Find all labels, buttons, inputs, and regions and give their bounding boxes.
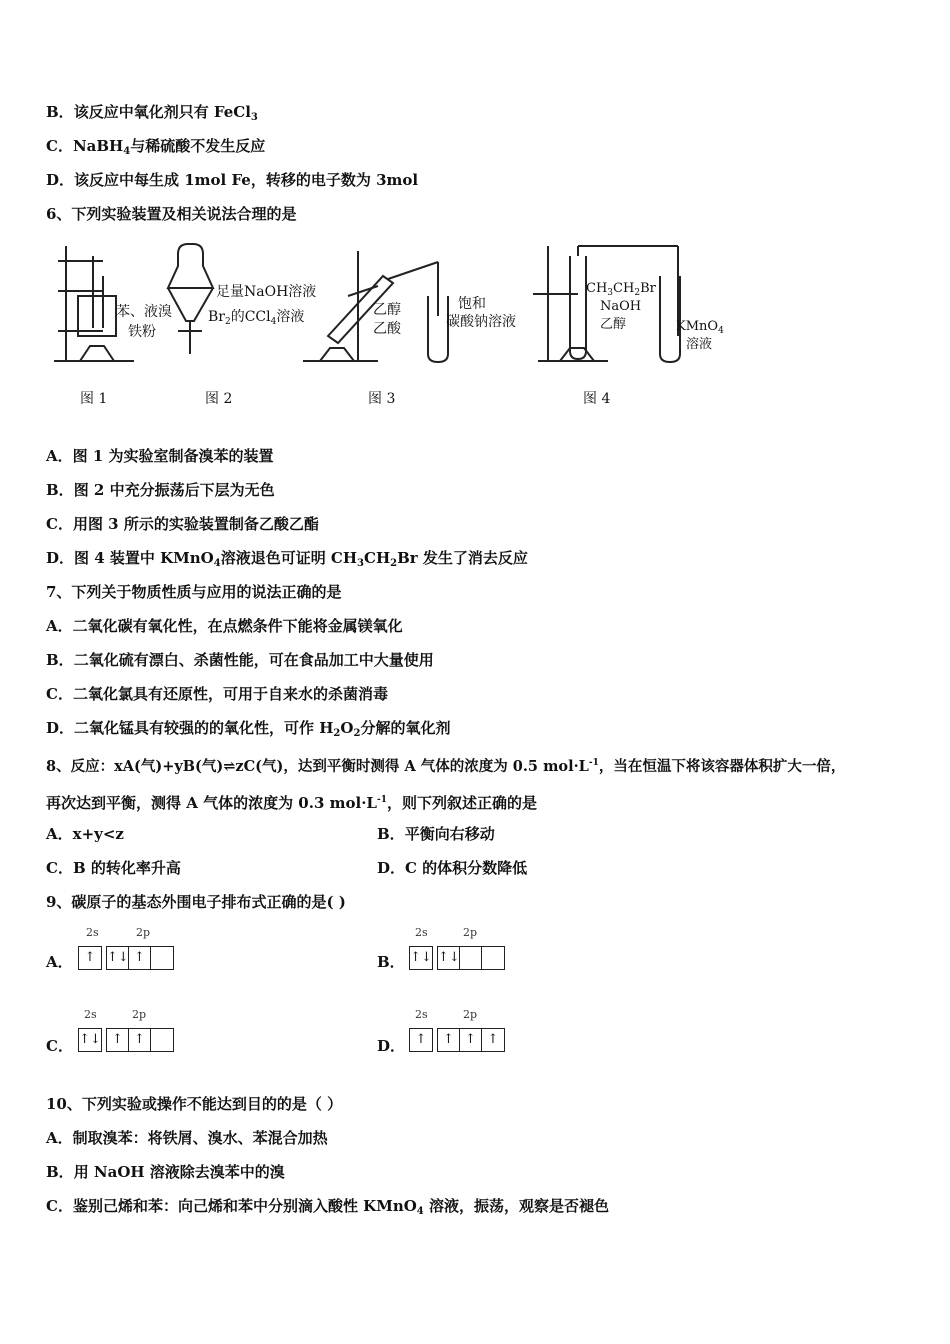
q6-option-a: A．图 1 为实验室制备溴苯的装置 (46, 447, 274, 465)
fig3-label-ethanol: 乙醇 (373, 302, 401, 318)
fig4-label-solution: 溶液 (686, 337, 713, 352)
orbital-label-2p: 2p (136, 926, 151, 939)
orbital-label-2s: 2s (86, 926, 99, 939)
fig2-label-br2: $Br_2$的CCl$_4$溶液 (208, 309, 305, 327)
q10-option-c: C．鉴别己烯和苯：向己烯和苯中分别滴入酸性 KMnO$_4$ 溶液，振荡，观察是否褪色 (46, 1197, 609, 1217)
fig-caption-2: 图 2 (205, 391, 233, 407)
q5-option-c: C．NaBH$_4$与稀硫酸不发生反应 (46, 137, 266, 157)
q8-stem-line2: 再次达到平衡，测得 A 气体的浓度为 0.3 $mol\cdot L^{-1}$，则下列叙述正确的是 (46, 794, 537, 812)
q8-option-a: A．x+y<z (46, 825, 124, 843)
orbital-label-2s: 2s (415, 1008, 428, 1021)
orbital-cell: ↑ (460, 1029, 482, 1051)
fig3-label-carbonate: 碳酸钠溶液 (446, 314, 516, 330)
orbital-cell: ↑ (107, 1029, 129, 1051)
orbital-box-2p (437, 946, 505, 970)
orbital-cell (151, 947, 173, 969)
orbital-cell: ↑ (438, 1029, 460, 1051)
orbital-cell: ↑ (84, 950, 96, 965)
q8-stem-line1: 8、反应：xA(气)+yB(气)⇌zC(气)，达到平衡时测得 A 气体的浓度为 0.5 $mol\cdot L^{-1}$，当在恒温下将该容器体积扩大一倍， (46, 758, 846, 775)
orbital-label-2s: 2s (84, 1008, 97, 1021)
orbital-box-2p (106, 1028, 174, 1052)
q8-option-c: C．B 的转化率升高 (46, 859, 181, 877)
orbital-cell: ↑ (415, 1032, 427, 1047)
orbital-cell: ↑↓ (107, 947, 129, 969)
q6-option-c: C．用图 3 所示的实验装置制备乙酸乙酯 (46, 515, 319, 533)
q5-option-b: B．该反应中氧化剂只有 FeCl$_3$ (46, 103, 258, 123)
q7-stem: 7、下列关于物质性质与应用的说法正确的是 (46, 583, 342, 601)
fig3-label-acetic: 乙酸 (373, 321, 401, 337)
apparatus-drawing (48, 236, 748, 416)
fig4-label-kmno4: KMnO$_4$ (676, 319, 724, 336)
fig4-label-ethanol: 乙醇 (600, 317, 627, 332)
orbital-box-2p (106, 946, 174, 970)
orbital-cell (460, 947, 482, 969)
q9-option-d-letter: D． (377, 1037, 406, 1055)
fig1-label-iron: 铁粉 (128, 324, 156, 340)
orbital-box-2p (437, 1028, 505, 1052)
q6-option-b: B．图 2 中充分振荡后下层为无色 (46, 481, 275, 499)
q7-option-a: A．二氧化碳有氧化性，在点燃条件下能将金属镁氧化 (46, 617, 403, 635)
q7-option-c: C．二氧化氯具有还原性，可用于自来水的杀菌消毒 (46, 685, 388, 703)
orbital-cell: ↑↓ (438, 947, 460, 969)
orbital-box-2s (409, 1028, 433, 1052)
orbital-cell: ↑↓ (79, 1032, 101, 1047)
orbital-label-2p: 2p (132, 1008, 147, 1021)
q9-option-b-letter: B． (377, 953, 405, 971)
orbital-cell: ↑ (487, 1032, 499, 1047)
q9-option-a-letter: A． (46, 953, 73, 971)
orbital-cell: ↑ (129, 947, 151, 969)
q6-stem: 6、下列实验装置及相关说法合理的是 (46, 205, 297, 223)
orbital-cell: ↑ (129, 1029, 151, 1051)
q7-option-d: D．二氧化锰具有较强的的氧化性，可作 $H_2O_2$分解的氧化剂 (46, 719, 451, 739)
q10-stem: 10、下列实验或操作不能达到目的的是（ ） (46, 1095, 343, 1113)
fig3-label-saturated: 饱和 (458, 296, 486, 312)
fig-caption-1: 图 1 (80, 391, 108, 407)
orbital-label-2s: 2s (415, 926, 428, 939)
q10-option-a: A．制取溴苯：将铁屑、溴水、苯混合加热 (46, 1129, 328, 1147)
orbital-cell: ↑↓ (410, 950, 432, 965)
fig-caption-3: 图 3 (368, 391, 396, 407)
q5-option-d: D．该反应中每生成 1mol Fe，转移的电子数为 3mol (46, 171, 419, 189)
q8-option-d: D．C 的体积分数降低 (377, 859, 528, 877)
q8-option-b: B．平衡向右移动 (377, 825, 495, 843)
q6-option-d: D．图 4 装置中 KMnO$_4$溶液退色可证明 $CH_3CH_2Br$ 发生了消去反应 (46, 549, 528, 569)
fig4-label-bromoethane: $CH_3CH_2Br$ (586, 281, 656, 298)
orbital-label-2p: 2p (463, 926, 478, 939)
orbital-cell (482, 947, 504, 969)
q9-stem: 9、碳原子的基态外围电子排布式正确的是( ) (46, 893, 346, 911)
fig-caption-4: 图 4 (583, 391, 611, 407)
orbital-box-2s (78, 1028, 102, 1052)
fig4-label-naoh: NaOH (600, 299, 642, 314)
orbital-cell (151, 1029, 173, 1051)
orbital-box-2s (78, 946, 102, 970)
orbital-box-2s (409, 946, 433, 970)
q9-option-c-letter: C． (46, 1037, 73, 1055)
orbital-label-2p: 2p (463, 1008, 478, 1021)
q7-option-b: B．二氧化硫有漂白、杀菌性能，可在食品加工中大量使用 (46, 651, 434, 669)
q6-apparatus-figure (48, 236, 748, 416)
fig2-label-naoh: 足量NaOH溶液 (216, 284, 317, 300)
fig1-label-reagents: 苯、液溴 (116, 304, 172, 320)
q10-option-b: B．用 NaOH 溶液除去溴苯中的溴 (46, 1163, 285, 1181)
